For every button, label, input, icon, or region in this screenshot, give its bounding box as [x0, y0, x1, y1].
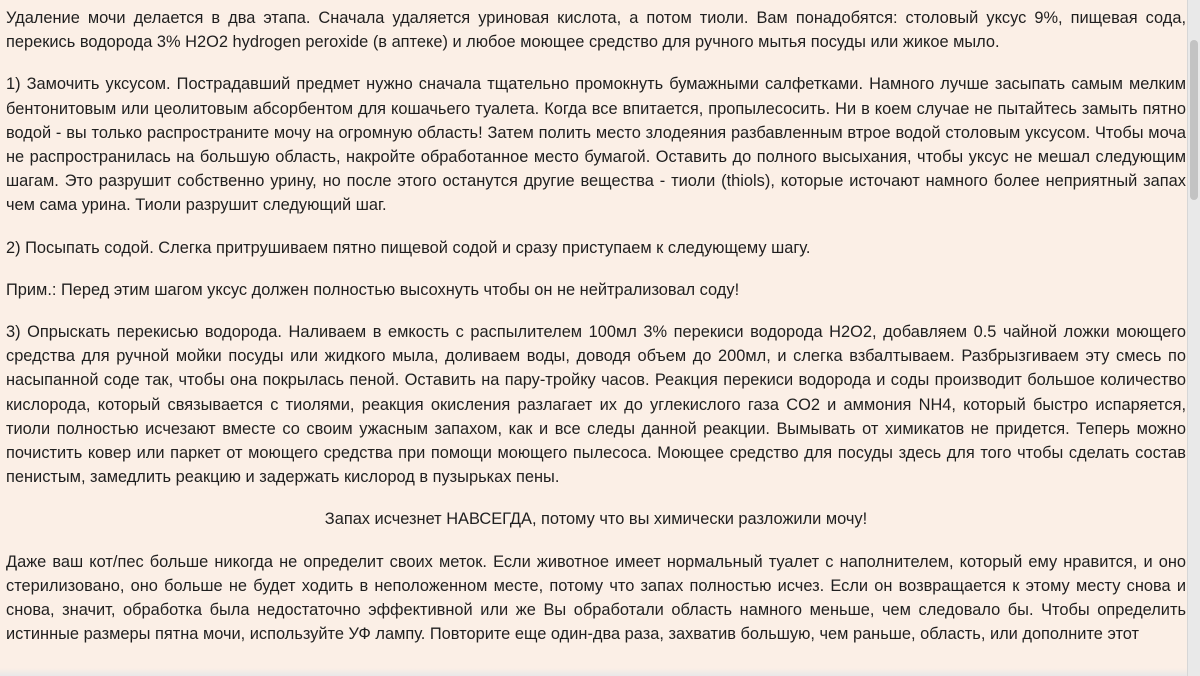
emphasis-paragraph: Запах исчезнет НАВСЕГДА, потому что вы химически разложили мочу! — [324, 510, 868, 529]
note-paragraph: Прим.: Перед этим шагом уксус должен полностью высохнуть чтобы он не нейтрализовал соду! — [6, 280, 740, 299]
step-2-paragraph: 2) Посыпать содой. Слегка притрушиваем пятно пищевой содой и сразу приступаем к следующему шагу. — [6, 238, 811, 257]
article-body — [6, 6, 1186, 664]
intro-paragraph: Удаление мочи делается в два этапа. Сначала удаляется уриновая кислота, а потом тиоли. Вам понадобятся: столовый уксус 9%, пищевая сода, перекись водорода 3% H2O2 hydrogen peroxide (в аптеке) и любое моющее средство для ручного мытья посуды или жикое мыло. — [6, 9, 1186, 52]
step-1-paragraph: 1) Замочить уксусом. Пострадавший предмет нужно сначала тщательно промокнуть бумажными салфетками. Намного лучше засыпать самым мелким бентонитовым или цеолитовым абсорбентом для кошачьего туалета. Когда все впитается, пропылесосить. Ни в коем случае не пытайтесь замыть пятно водой - вы только распространите мочу на огромную область! Затем полить место злодеяния разбавленным втрое водой столовым уксусом. Чтобы моча не распространилась на большую область, накройте обработанное место бумагой. Оставить до полного высыхания, чтобы уксус не мешал следующим шагам. Это разрушит собственно урину, но после этого останутся другие вещества - тиоли (thiols), которые источают намного более неприятный запах чем сама урина. Тиоли разрушит следующий шаг. — [6, 75, 1186, 215]
step-3-paragraph: 3) Опрыскать перекисью водорода. Наливаем в емкость с распылителем 100мл 3% перекиси водорода H2O2, добавляем 0.5 чайной ложки моющего средства для ручной мойки посуды или жидкого мыла, доливаем воды, доводя объем до 200мл, и слегка взбалтываем. Разбрызгиваем эту смесь по насыпанной соде так, чтобы она покрылась пеной. Оставить на пару-тройку часов. Реакция перекиси водорода и соды производит большое количество кислорода, который связывается с тиолями, реакция окисления разлагает их до углекислого газа CO2 и аммония NH4, который быстро испаряется, тиоли полностью исчезают вместе со своим ужасным запахом, как и все следы данной реакции. Вымывать от химикатов не придется. Теперь можно почистить ковер или паркет от моющего средства при помощи моющего пылесоса. Моющее средство для посуды здесь для того чтобы сделать состав пенистым, замедлить реакцию и задержать кислород в пузырьках пены. — [6, 323, 1186, 487]
bottom-edge — [0, 668, 1188, 676]
vertical-scrollbar[interactable] — [1187, 0, 1200, 676]
conclusion-paragraph: Даже ваш кот/пес больше никогда не определит своих меток. Если животное имеет нормальный туалет с наполнителем, который ему нравится, и оно стерилизовано, оно больше не будет ходить в неположенном месте, потому что запах полностью исчез. Если он возвращается к этому месту снова и снова, значит, обработка была недостаточно эффективной или же Вы обработали область намного меньше, чем следовало бы. Чтобы определить истинные размеры пятна мочи, используйте УФ лампу. Повторите еще один-два раза, захватив большую, чем раньше, область, или дополните этот — [6, 552, 1186, 644]
scrollbar-thumb[interactable] — [1190, 40, 1198, 200]
